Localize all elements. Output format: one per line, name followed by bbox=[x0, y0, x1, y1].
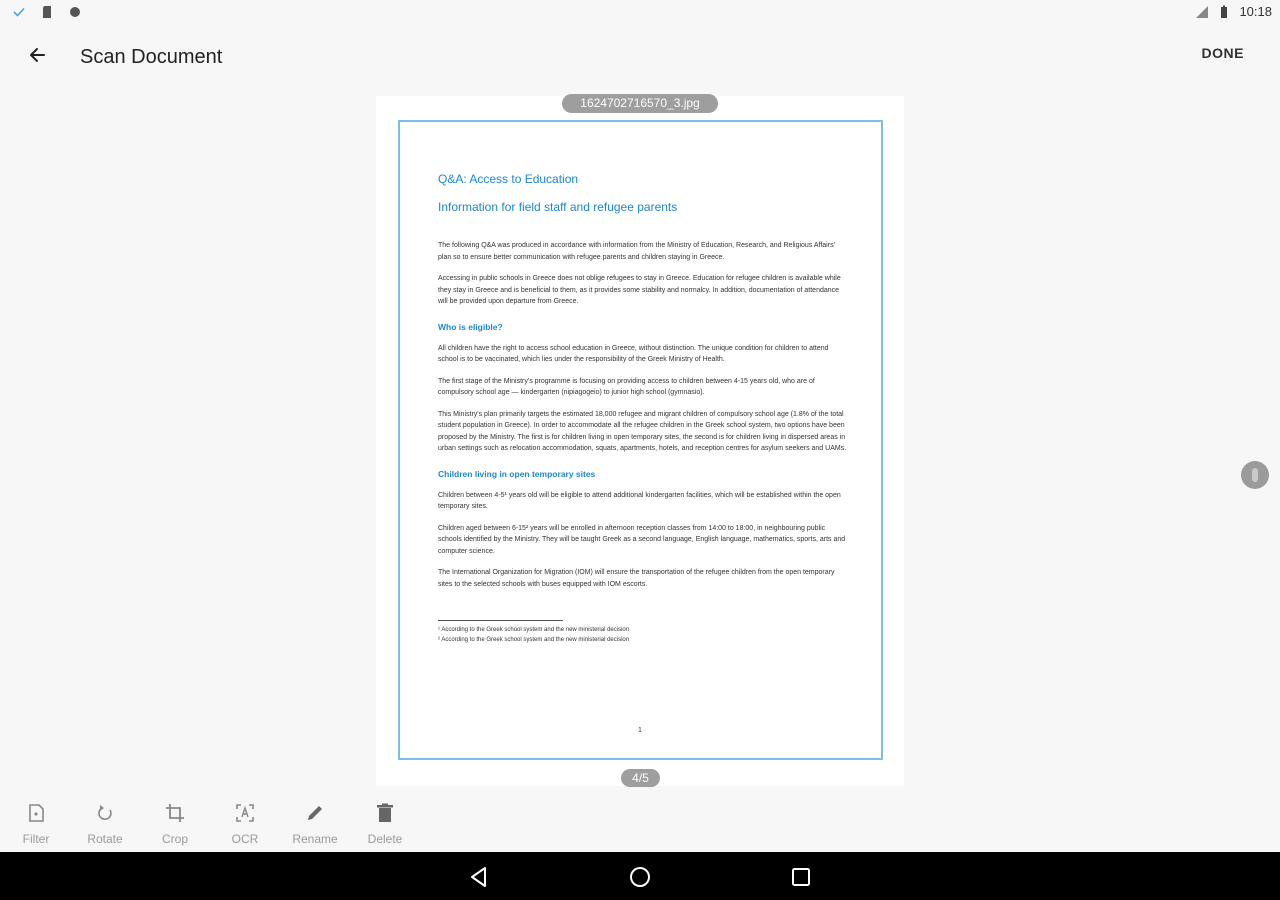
check-icon bbox=[12, 5, 26, 19]
status-bar bbox=[0, 0, 1280, 26]
filter-icon bbox=[25, 802, 47, 824]
footnote: ² According to the Greek school system and the new ministerial decision bbox=[438, 637, 630, 643]
document-paragraph: This Ministry's plan primarily targets the estimated 18,000 refugee and migrant children of compulsory school age (1.8% of the total student population in Greece). In order to accommodate all the refugee children in the Greek school system, two options have been proposed by the Ministry. The first is for children living in open temporary sites, the second is for children living in dispersed areas in urban settings such as relocation accommodation, squats, apartments, hotels, and reception centres for asylum seekers and UAMs. bbox=[438, 410, 847, 452]
crop-button[interactable] bbox=[140, 802, 210, 848]
ocr-button[interactable] bbox=[210, 802, 280, 848]
crop-icon bbox=[164, 802, 186, 824]
square-recents-icon[interactable] bbox=[788, 864, 814, 890]
footnote-divider bbox=[438, 620, 563, 621]
delete-button[interactable] bbox=[350, 802, 420, 848]
triangle-back-icon[interactable] bbox=[466, 864, 492, 890]
rotate-label: Rotate bbox=[87, 832, 123, 846]
rotate-icon bbox=[94, 802, 116, 824]
status-time: 10:18 bbox=[1239, 4, 1272, 19]
page-title: Scan Document bbox=[80, 46, 223, 68]
signal-icon bbox=[1195, 5, 1209, 19]
filename-badge: 1624702716570_3.jpg bbox=[562, 94, 718, 113]
status-system bbox=[1195, 4, 1272, 19]
crop-label: Crop bbox=[161, 832, 188, 846]
done-button[interactable]: DONE bbox=[1201, 45, 1244, 61]
circle-home-icon[interactable] bbox=[627, 864, 653, 890]
ocr-icon bbox=[234, 802, 256, 824]
arrow-back-icon[interactable] bbox=[22, 40, 52, 70]
ocr-label: OCR bbox=[231, 832, 259, 846]
pencil-icon bbox=[304, 802, 326, 824]
document-paragraph: Children between 4-5¹ years old will be eligible to attend additional kindergarten facilities, which will be established within the open temporary sites. bbox=[438, 491, 841, 510]
filter-button[interactable] bbox=[1, 802, 71, 848]
android-icon bbox=[68, 5, 82, 19]
document-heading: Children living in open temporary sites bbox=[438, 468, 596, 479]
trash-icon bbox=[374, 802, 396, 824]
delete-label: Delete bbox=[367, 832, 403, 846]
document-paragraph: All children have the right to access school education in Greece, without distinction. The unique condition for children to attend school is to be vaccinated, which lies under the responsibility of the Greek Ministry of Health. bbox=[438, 344, 829, 363]
sd-card-icon bbox=[40, 5, 54, 19]
app-bar bbox=[0, 26, 1280, 88]
rotate-button[interactable] bbox=[70, 802, 140, 848]
footnote: ¹ According to the Greek school system and the new ministerial decision bbox=[438, 627, 630, 633]
filter-label: Filter bbox=[22, 832, 50, 846]
document-paragraph: The International Organization for Migration (IOM) will ensure the transportation of the refugee children from the open temporary sites to the selected schools with buses equipped with IOM escorts. bbox=[438, 569, 835, 588]
document-subtitle: Information for field staff and refugee parents bbox=[438, 200, 678, 214]
status-notifications bbox=[12, 5, 82, 19]
scroll-handle[interactable] bbox=[1241, 461, 1269, 489]
battery-icon bbox=[1217, 5, 1231, 19]
page-indicator: 4/5 bbox=[621, 769, 660, 787]
document-paragraph: Accessing in public schools in Greece does not oblige refugees to stay in Greece. Education for refugee children is available while they stay in Greece and is beneficial to them, as it provides some stability and normalcy. In addition, documentation of attendance will be provided upon departure from Greece. bbox=[438, 275, 841, 305]
scanned-page[interactable] bbox=[398, 120, 883, 760]
system-nav-bar bbox=[0, 852, 1280, 900]
document-heading: Who is eligible? bbox=[438, 321, 503, 332]
document-title: Q&A: Access to Education bbox=[438, 172, 579, 186]
bottom-toolbar bbox=[0, 794, 1280, 852]
document-paragraph: The following Q&A was produced in accordance with information from the Ministry of Education, Research, and Religious Affairs' plan so to ensure better communication with refugee parents and children staying in Greece. bbox=[438, 242, 835, 261]
rename-label: Rename bbox=[292, 832, 338, 846]
document-content bbox=[438, 172, 848, 645]
document-paragraph: The first stage of the Ministry's programme is focusing on providing access to children between 4-15 years old, who are of compulsory school age — kindergarten (nipiagogeio) to junior high school (gymnasio). bbox=[438, 377, 815, 396]
document-paragraph: Children aged between 6-15² years will be enrolled in afternoon reception classes from 14:00 to 18:00, in neighbouring public schools identified by the Ministry. They will be taught Greek as a second language, English language, mathematics, sports, arts and computer science. bbox=[438, 524, 846, 555]
rename-button[interactable] bbox=[280, 802, 350, 848]
document-page-number: 1 bbox=[638, 727, 642, 734]
